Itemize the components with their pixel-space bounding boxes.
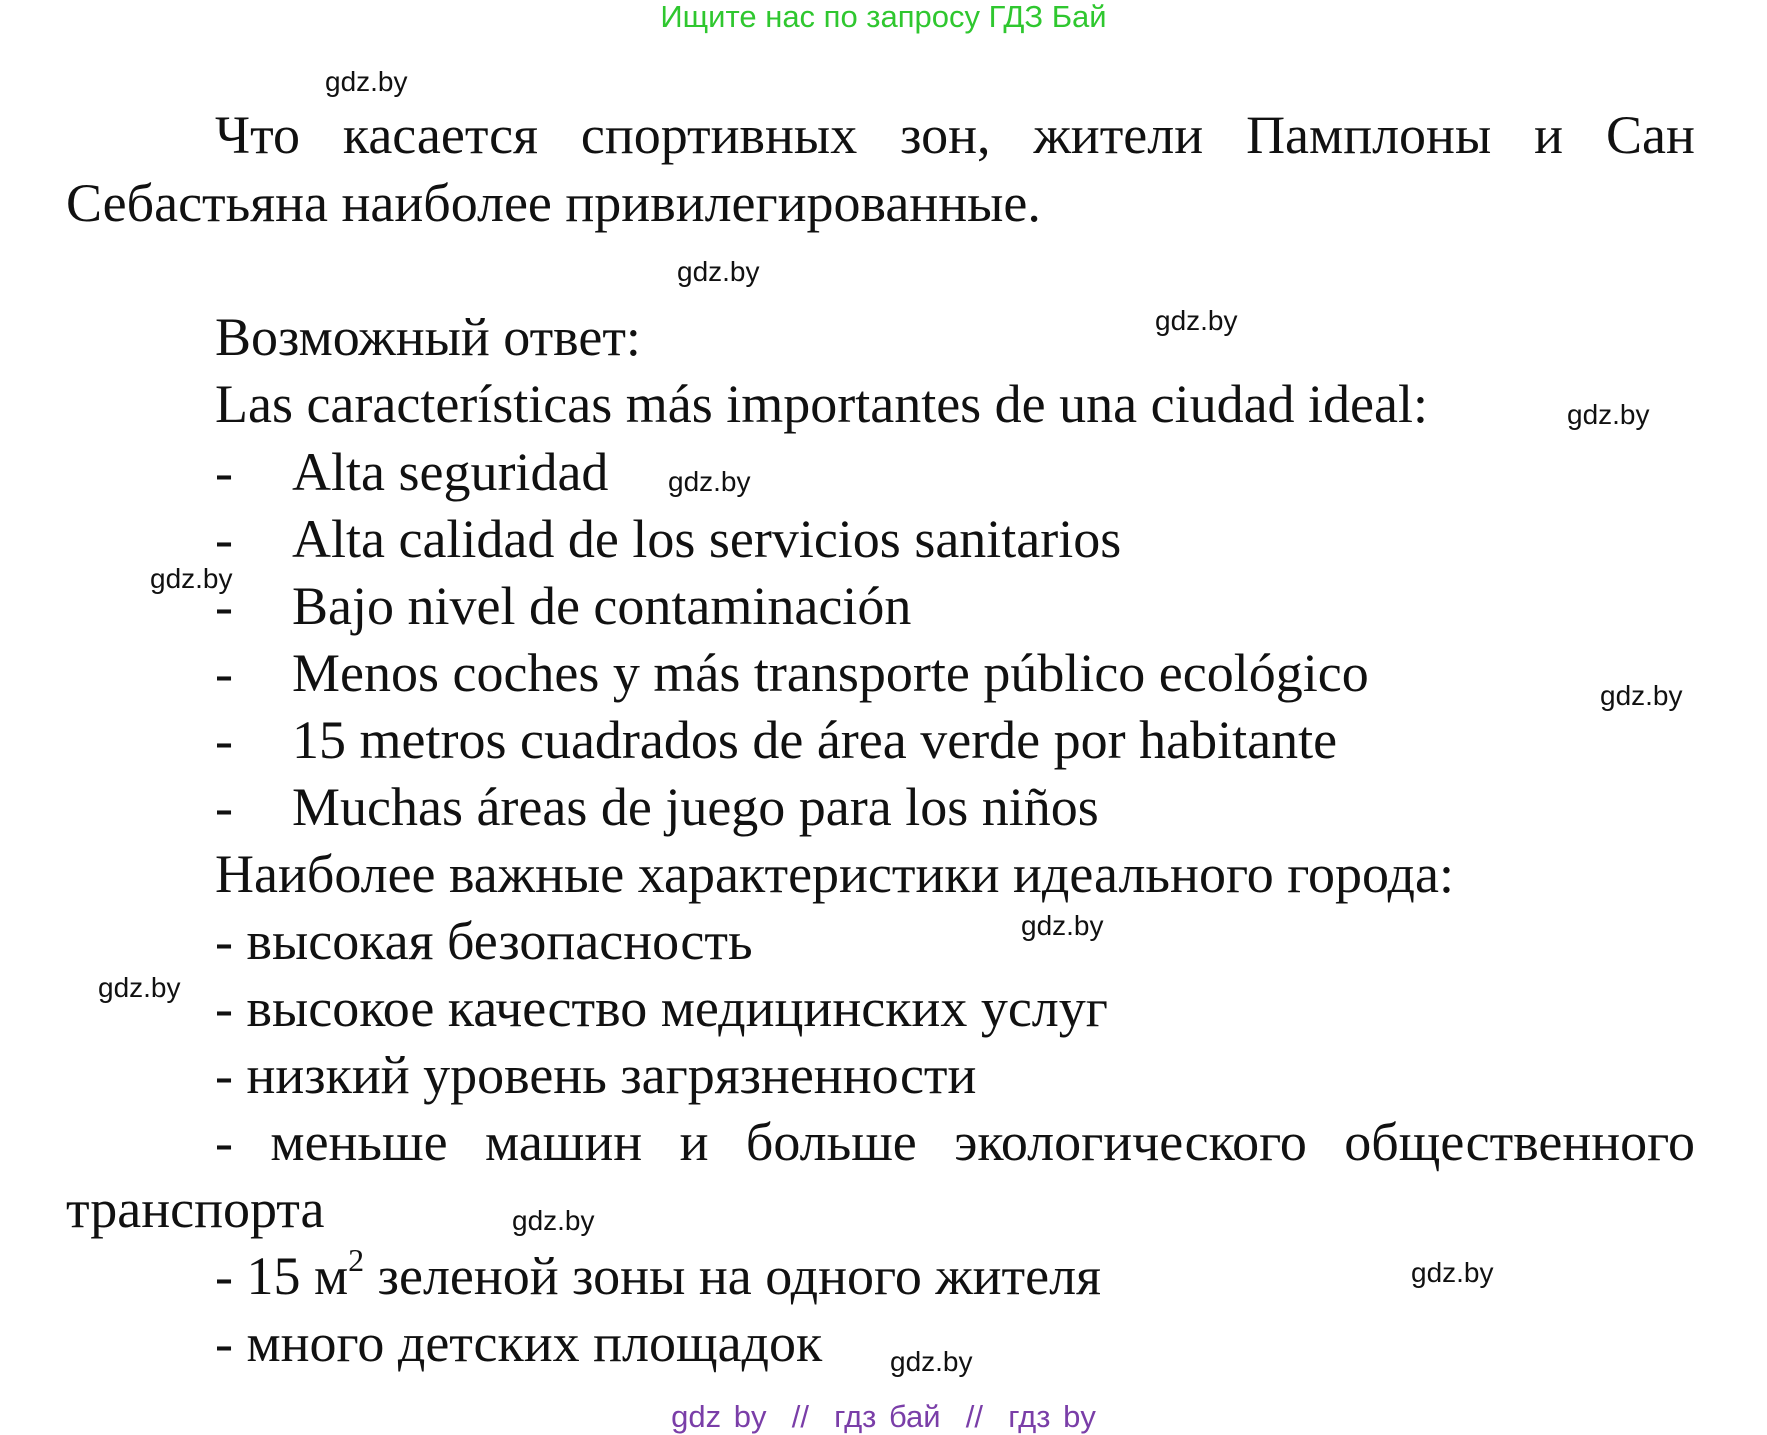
bullet-dash: - [215, 509, 233, 569]
watermark: gdz.by [890, 1346, 973, 1377]
watermark: gdz.by [668, 466, 751, 497]
russian-heading: Наиболее важные характеристики идеального города: [215, 844, 1454, 904]
watermark: gdz.by [1567, 399, 1650, 430]
intro-line-1 [215, 103, 1695, 167]
russian-item: - высокая безопасность [215, 911, 753, 971]
intro-word: Сан [1606, 105, 1695, 165]
long-item-word: машин [485, 1112, 643, 1172]
area-item-prefix: - 15 м [215, 1246, 349, 1306]
watermark: gdz.by [512, 1205, 595, 1236]
bullet-dash: - [215, 442, 233, 502]
intro-word: спортивных [580, 105, 858, 165]
watermark: gdz.by [677, 256, 760, 287]
spanish-item: Menos coches y más transporte público ecológico [292, 643, 1369, 703]
intro-word: зон, [900, 105, 991, 165]
long-item-word: меньше [270, 1112, 448, 1172]
russian-long-item-cont: транспорта [66, 1179, 325, 1239]
long-item-word: общественного [1344, 1112, 1695, 1172]
bullet-dash: - [215, 710, 233, 770]
long-item-word: и [679, 1112, 709, 1172]
bullet-dash: - [215, 643, 233, 703]
spanish-heading: Las características más importantes de una ciudad ideal: [215, 374, 1428, 434]
bullet-dash: - [215, 777, 233, 837]
spanish-item: Bajo nivel de contaminación [292, 576, 912, 636]
intro-word: Памплоны [1246, 105, 1492, 165]
long-item-word: - [215, 1112, 233, 1172]
russian-item: - много детских площадок [215, 1313, 823, 1373]
spanish-item: 15 metros cuadrados de área verde por habitante [292, 710, 1338, 770]
search-banner: Ищите нас по запросу ГДЗ Бай [660, 0, 1107, 34]
watermark: gdz.by [325, 66, 408, 97]
intro-line-2: Себастьяна наиболее привилегированные. [66, 173, 1041, 233]
intro-word: Что [215, 105, 300, 165]
watermark: gdz.by [1155, 305, 1238, 336]
russian-area-item [215, 1244, 1101, 1308]
area-item-rest: зеленой зоны на одного жителя [364, 1246, 1101, 1306]
long-item-word: экологического [954, 1112, 1307, 1172]
footer-watermark: gdz by // гдз бай // гдз by [671, 1399, 1096, 1434]
answer-label: Возможный ответ: [215, 307, 641, 367]
watermark: gdz.by [1411, 1257, 1494, 1288]
russian-item: - высокое качество медицинских услуг [215, 978, 1108, 1038]
watermark: gdz.by [1600, 680, 1683, 711]
area-superscript: 2 [348, 1242, 365, 1278]
intro-word: жители [1033, 105, 1204, 165]
long-item-word: больше [745, 1112, 917, 1172]
watermark: gdz.by [98, 972, 181, 1003]
spanish-item: Muchas áreas de juego para los niños [292, 777, 1099, 837]
spanish-item: Alta calidad de los servicios sanitarios [292, 509, 1122, 569]
intro-word: и [1534, 105, 1564, 165]
watermark: gdz.by [150, 563, 233, 594]
russian-long-item [215, 1110, 1695, 1174]
bullet-dash: - [215, 576, 233, 636]
spanish-item: Alta seguridad [292, 442, 609, 502]
watermark: gdz.by [1021, 910, 1104, 941]
russian-item: - низкий уровень загрязненности [215, 1045, 977, 1105]
intro-word: касается [342, 105, 538, 165]
